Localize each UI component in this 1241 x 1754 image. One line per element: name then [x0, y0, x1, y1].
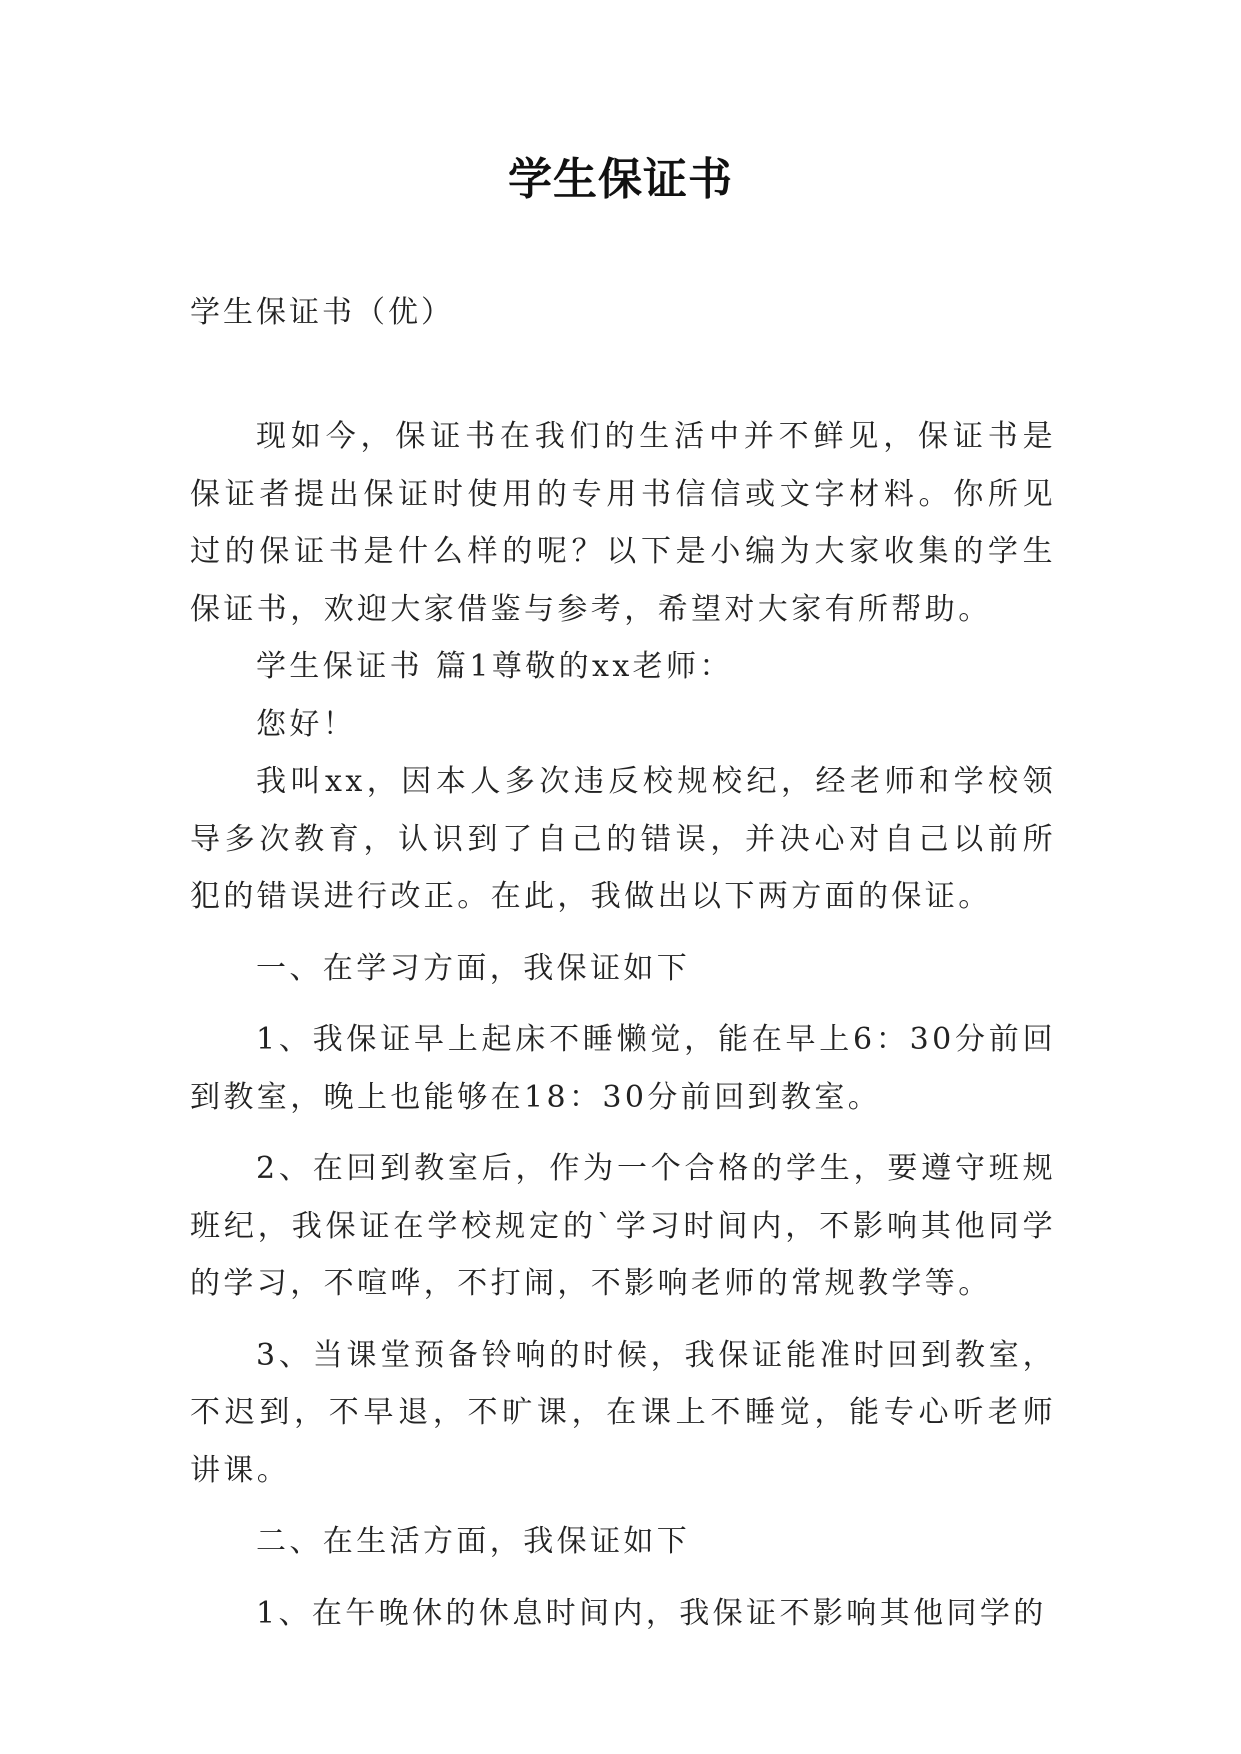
document-title: 学生保证书	[508, 154, 733, 205]
body-paragraph: 我叫xx，因本人多次违反校规校纪，经老师和学校领导多次教育，认识到了自己的错误，并决心对自己以前所犯的错误进行改正。在此，我做出以下两方面的保证。	[190, 764, 1056, 914]
study-item-1: 1、我保证早上起床不睡懒觉，能在早上6：30分前回到教室，晚上也能够在18：30分前回到教室。	[190, 1022, 1056, 1115]
intro-paragraph: 现如今，保证书在我们的生活中并不鲜见，保证书是保证者提出保证时使用的专用书信信或文字材料。你所见过的保证书是什么样的呢？以下是小编为大家收集的学生保证书，欢迎大家借鉴与参考，希望对大家有所帮助。	[190, 419, 1056, 627]
study-item-2: 2、在回到教室后，作为一个合格的学生，要遵守班规班纪，我保证在学校规定的`学习时间内，不影响其他同学的学习，不喧哗，不打闹，不影响老师的常规教学等。	[190, 1151, 1056, 1301]
letter-heading: 学生保证书 篇1尊敬的xx老师：	[256, 649, 733, 684]
document-body	[190, 408, 1056, 1642]
section-heading-life: 二、在生活方面，我保证如下	[256, 1524, 691, 1559]
greeting: 您好！	[256, 706, 357, 742]
document-subtitle: 学生保证书（优）	[190, 295, 454, 330]
section-heading-study: 一、在学习方面，我保证如下	[256, 950, 691, 986]
study-item-3: 3、当课堂预备铃响的时候，我保证能准时回到教室，不迟到，不早退，不旷课，在课上不睡觉，能专心听老师讲课。	[190, 1337, 1056, 1488]
life-item-1: 1、在午晚休的休息时间内，我保证不影响其他同学的	[256, 1595, 1047, 1631]
